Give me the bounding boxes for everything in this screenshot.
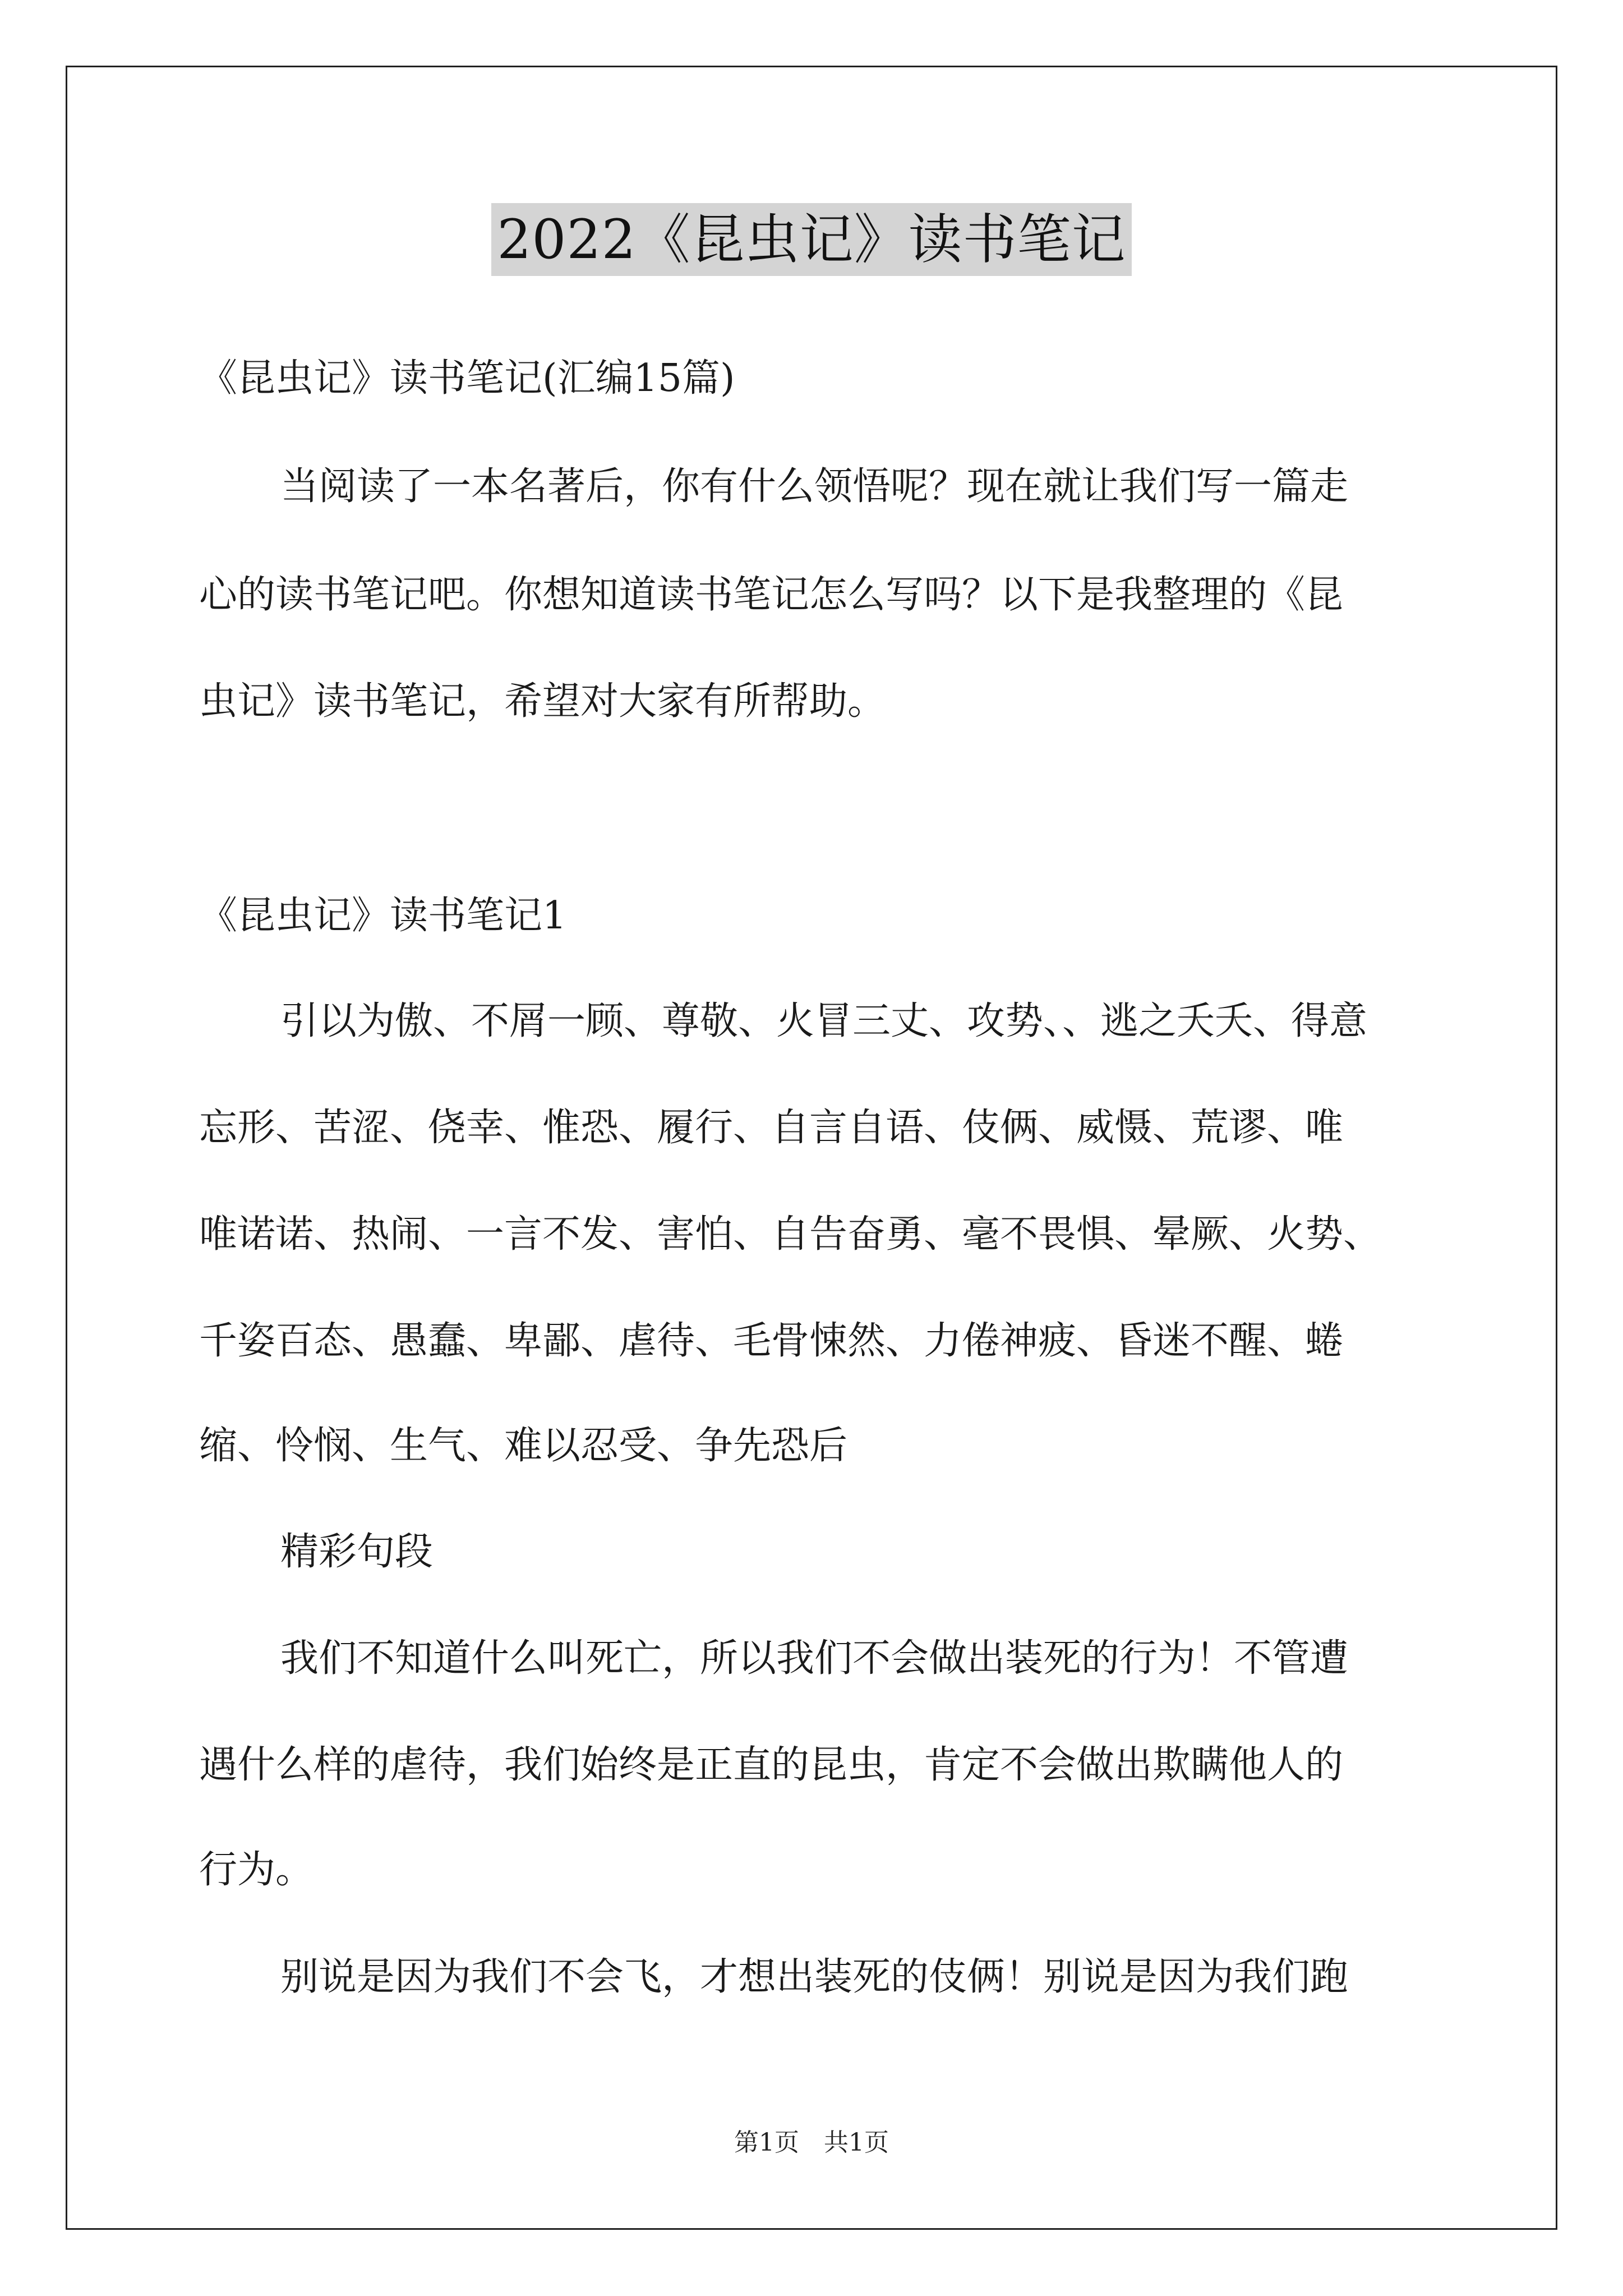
paragraph-line: 别说是因为我们不会飞，才想出装死的伎俩！别说是因为我们跑 <box>280 1955 1349 1999</box>
paragraph-line: 虫记》读书笔记，希望对大家有所帮助。 <box>199 679 886 724</box>
paragraph-line: 唯诺诺、热闹、一言不发、害怕、自告奋勇、毫不畏惧、晕厥、火势、 <box>199 1212 1382 1257</box>
paragraph-line: 缩、怜悯、生气、难以忍受、争先恐后 <box>199 1424 848 1468</box>
paragraph-line: 引以为傲、不屑一顾、尊敬、火冒三丈、攻势、、逃之夭夭、得意 <box>280 999 1368 1043</box>
subtitle-line: 《昆虫记》读书笔记(汇编15篇) <box>199 356 735 401</box>
document-title: 2022《昆虫记》读书笔记 <box>491 203 1131 276</box>
title-container <box>0 203 1623 276</box>
paragraph-line: 我们不知道什么叫死亡，所以我们不会做出装死的行为！不管遭 <box>280 1636 1349 1681</box>
page-footer: 第1页 共1页 <box>734 2128 889 2157</box>
paragraph-line: 心的读书笔记吧。你想知道读书笔记怎么写吗？以下是我整理的《昆 <box>199 573 1344 617</box>
paragraph-line: 千姿百态、愚蠢、卑鄙、虐待、毛骨悚然、力倦神疲、昏迷不醒、蜷 <box>199 1319 1344 1363</box>
subheading-line: 精彩句段 <box>280 1530 434 1574</box>
section-heading: 《昆虫记》读书笔记1 <box>199 894 567 938</box>
paragraph-line: 行为。 <box>199 1848 314 1892</box>
paragraph-line: 忘形、苦涩、侥幸、惟恐、履行、自言自语、伎俩、威慑、荒谬、唯 <box>199 1106 1344 1150</box>
paragraph-line: 遇什么样的虐待，我们始终是正直的昆虫，肯定不会做出欺瞒他人的 <box>199 1743 1344 1787</box>
paragraph-line: 当阅读了一本名著后，你有什么领悟呢？现在就让我们写一篇走 <box>280 464 1349 509</box>
